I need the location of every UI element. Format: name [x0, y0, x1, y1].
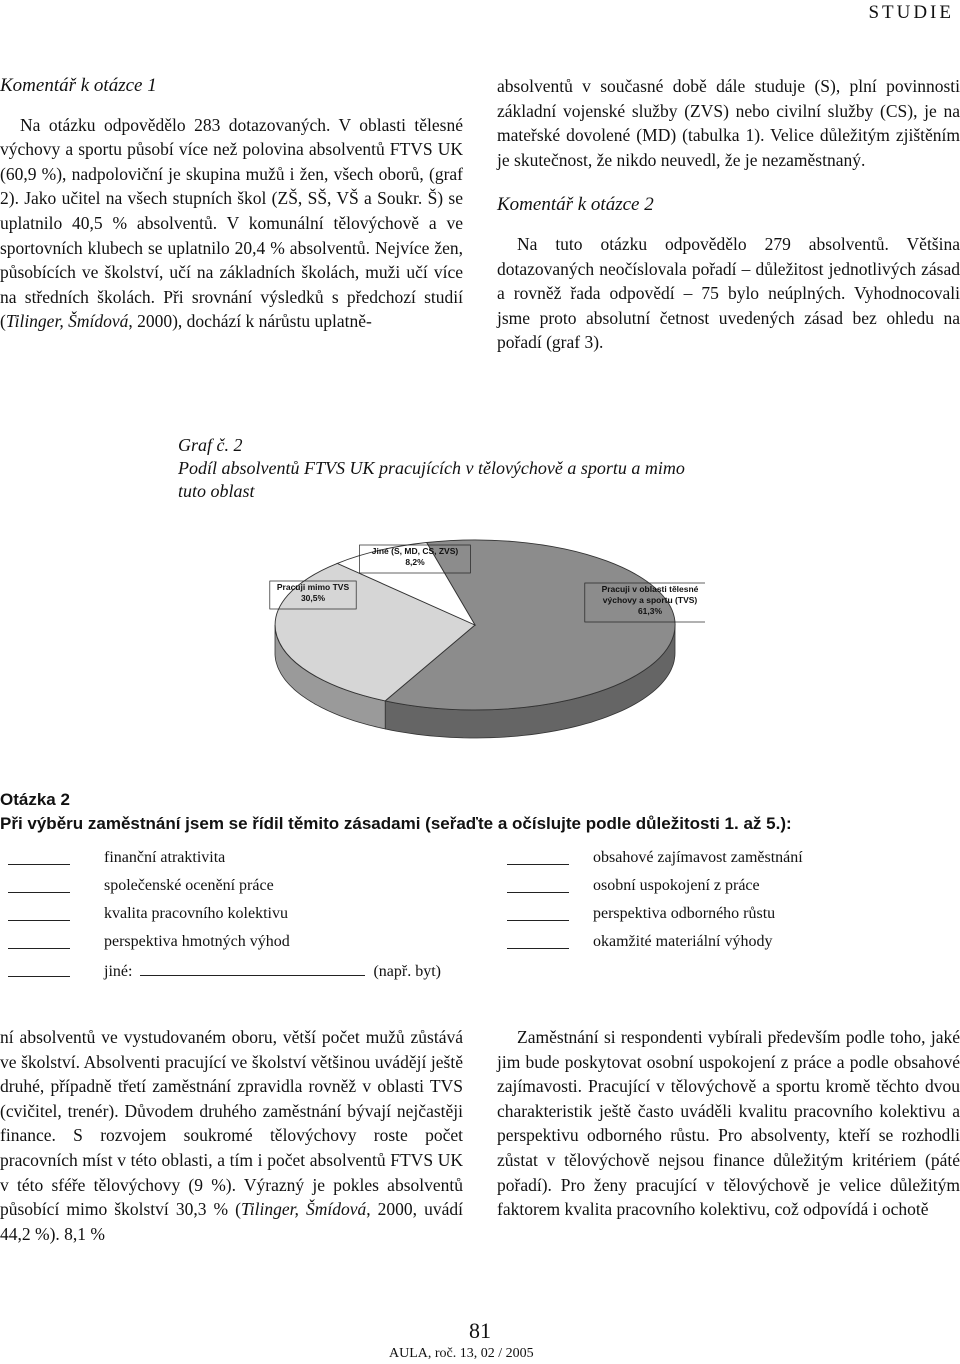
running-head: STUDIE	[868, 2, 954, 23]
rank-blank[interactable]	[507, 920, 569, 921]
rank-blank[interactable]	[8, 920, 70, 921]
rank-blank[interactable]	[8, 948, 70, 949]
continuation-paragraph: absolventů v současné době dále studuje (S), plní povinnosti základní vojenské služby (ZVS) nebo civilní služby (CS), je na mateřské dovolené (MD) (tabulka 1). Velice důležitým zjištěním je skutečnost, že nikdo neuvedl, že je nezaměstnaný.	[497, 76, 960, 170]
question-number: Otázka 2	[0, 790, 70, 809]
comment-2-paragraph: Na tuto otázku odpovědělo 279 absolventů. Většina dotazovaných neočíslovala pořadí – důležitost jednotlivých zásad a rovněž řada odpovědí – 75 bylo neúplných. Vyhodnocovali jsme proto absolutní četnost uvedených zásad bez ohledu na pořadí (graf 3).	[497, 233, 960, 353]
other-example: (např. byt)	[373, 963, 441, 980]
journal-footer: AULA, roč. 13, 02 / 2005	[389, 1346, 534, 1361]
left-column-bottom	[0, 1025, 463, 1246]
question-text: Při výběru zaměstnání jsem se řídil těmito zásadami (seřaďte a očíslujte podle důležitosti 1. až 5.):	[0, 814, 792, 833]
rank-blank[interactable]	[507, 948, 569, 949]
figure-title-line-1: Podíl absolventů FTVS UK pracujících v tělovýchově a sportu a mimo	[178, 458, 685, 478]
body-paragraph: Zaměstnání si respondenti vybírali především podle toho, jaké jim bude poskytovat osobní uspokojení z práce a podle obsahové zajímavosti. Pracující v tělovýchově a sportu kromě těchto dvou charakteristik ještě často uváděli kvalitu pracovního kolektivu a perspektivu odborného růstu. Pro absolventy, kteří se rozhodli zůstat v tělovýchově nejsou finance důležitým kritériem (páté pořadí). Pro ženy pracující v tělovýchově je velice důležitým faktorem kvalita pracovního kolektivu, což odpovídá i ochotě	[497, 1027, 960, 1220]
rank-blank[interactable]	[8, 892, 70, 893]
citation-authors: Tilinger, Šmídová	[241, 1199, 367, 1220]
other-label: jiné:	[104, 963, 133, 980]
slice-category-label: výchovy a sportu (TVS)	[602, 595, 698, 605]
right-column-bottom	[497, 1025, 960, 1222]
slice-value-label: 8,2%	[405, 557, 425, 567]
pie-chart	[245, 520, 705, 770]
option-label: kvalita pracovního kolektivu	[104, 905, 288, 922]
rank-blank[interactable]	[8, 864, 70, 865]
slice-value-label: 30,5%	[300, 593, 326, 603]
right-column-top	[497, 74, 960, 355]
page-number: 81	[469, 1318, 491, 1343]
figure-number: Graf č. 2	[178, 435, 243, 455]
comment-1-paragraph: Na otázku odpovědělo 283 dotazovaných. V oblasti tělesné výchovy a sportu působí více než polovina absolventů FTVS UK (60,9 %), nadpoloviční je skupina mužů i žen, všech oborů, (graf 2). Jako učitel na všech stupních škol (ZŠ, SŠ, VŠ a Soukr. Š) se uplatnilo 40,5 % absolventů. V komunální tělovýchově a ve sportovních klubech se uplatnilo 20,4 % absolventů. Nejvíce žen, působících ve školství, učí na základních školách, muži učí více na středních školách. Při srovnání výsledků s předchozí studií (Tilinger, Šmídová, 2000), dochází k nárůstu uplatně-	[0, 114, 463, 332]
slice-category-label: Jiné (S, MD, CS, ZVS)	[371, 546, 459, 556]
figure-caption	[178, 434, 778, 503]
option-label: společenské ocenění práce	[104, 877, 274, 894]
slice-category-label: Pracuji mimo TVS	[276, 582, 350, 592]
rank-blank[interactable]	[507, 864, 569, 865]
option-label: perspektiva odborného růstu	[593, 905, 776, 922]
option-label: perspektiva hmotných výhod	[104, 933, 290, 950]
option-label: osobní uspokojení z práce	[593, 877, 760, 894]
citation-authors: Tilinger, Šmídová	[5, 311, 129, 332]
comment-heading-2: Komentář k otázce 2	[497, 194, 654, 216]
option-label: obsahové zajímavost zaměstnání	[593, 849, 803, 866]
continuation-paragraph: ní absolventů ve vystudovaném oboru, větší počet mužů zůstává ve školství. Absolventi pracující ve školství většinou uvádějí ještě druhé, případně třetí zaměstnání zpravidla rovněž v oblasti TVS (cvičitel, trenér). Důvodem druhého zaměstnání bývají nejčastěji finance. S rozvojem soukromé tělovýchovy roste počet pracovních míst v této oblasti, a tím i počet absolventů FTVS UK v této sféře tělovýchovy (9 %). Výrazný je pokles absolventů působící mimo školství 30,3 % (Tilinger, Šmídová, 2000, uvádí 44,2 %). 8,1 %	[0, 1027, 463, 1244]
rank-blank[interactable]	[8, 976, 70, 977]
question-2	[0, 790, 960, 834]
slice-category-label: Pracuji v oblasti tělesné	[601, 584, 699, 594]
left-column-top	[0, 74, 463, 334]
comment-heading-1: Komentář k otázce 1	[0, 75, 157, 96]
figure-title-line-2: tuto oblast	[178, 481, 255, 501]
option-label: finanční atraktivita	[104, 849, 226, 866]
rank-blank[interactable]	[507, 892, 569, 893]
other-input-line[interactable]	[140, 961, 365, 976]
option-label: okamžité materiální výhody	[593, 933, 773, 950]
slice-value-label: 61,3%	[637, 606, 663, 616]
